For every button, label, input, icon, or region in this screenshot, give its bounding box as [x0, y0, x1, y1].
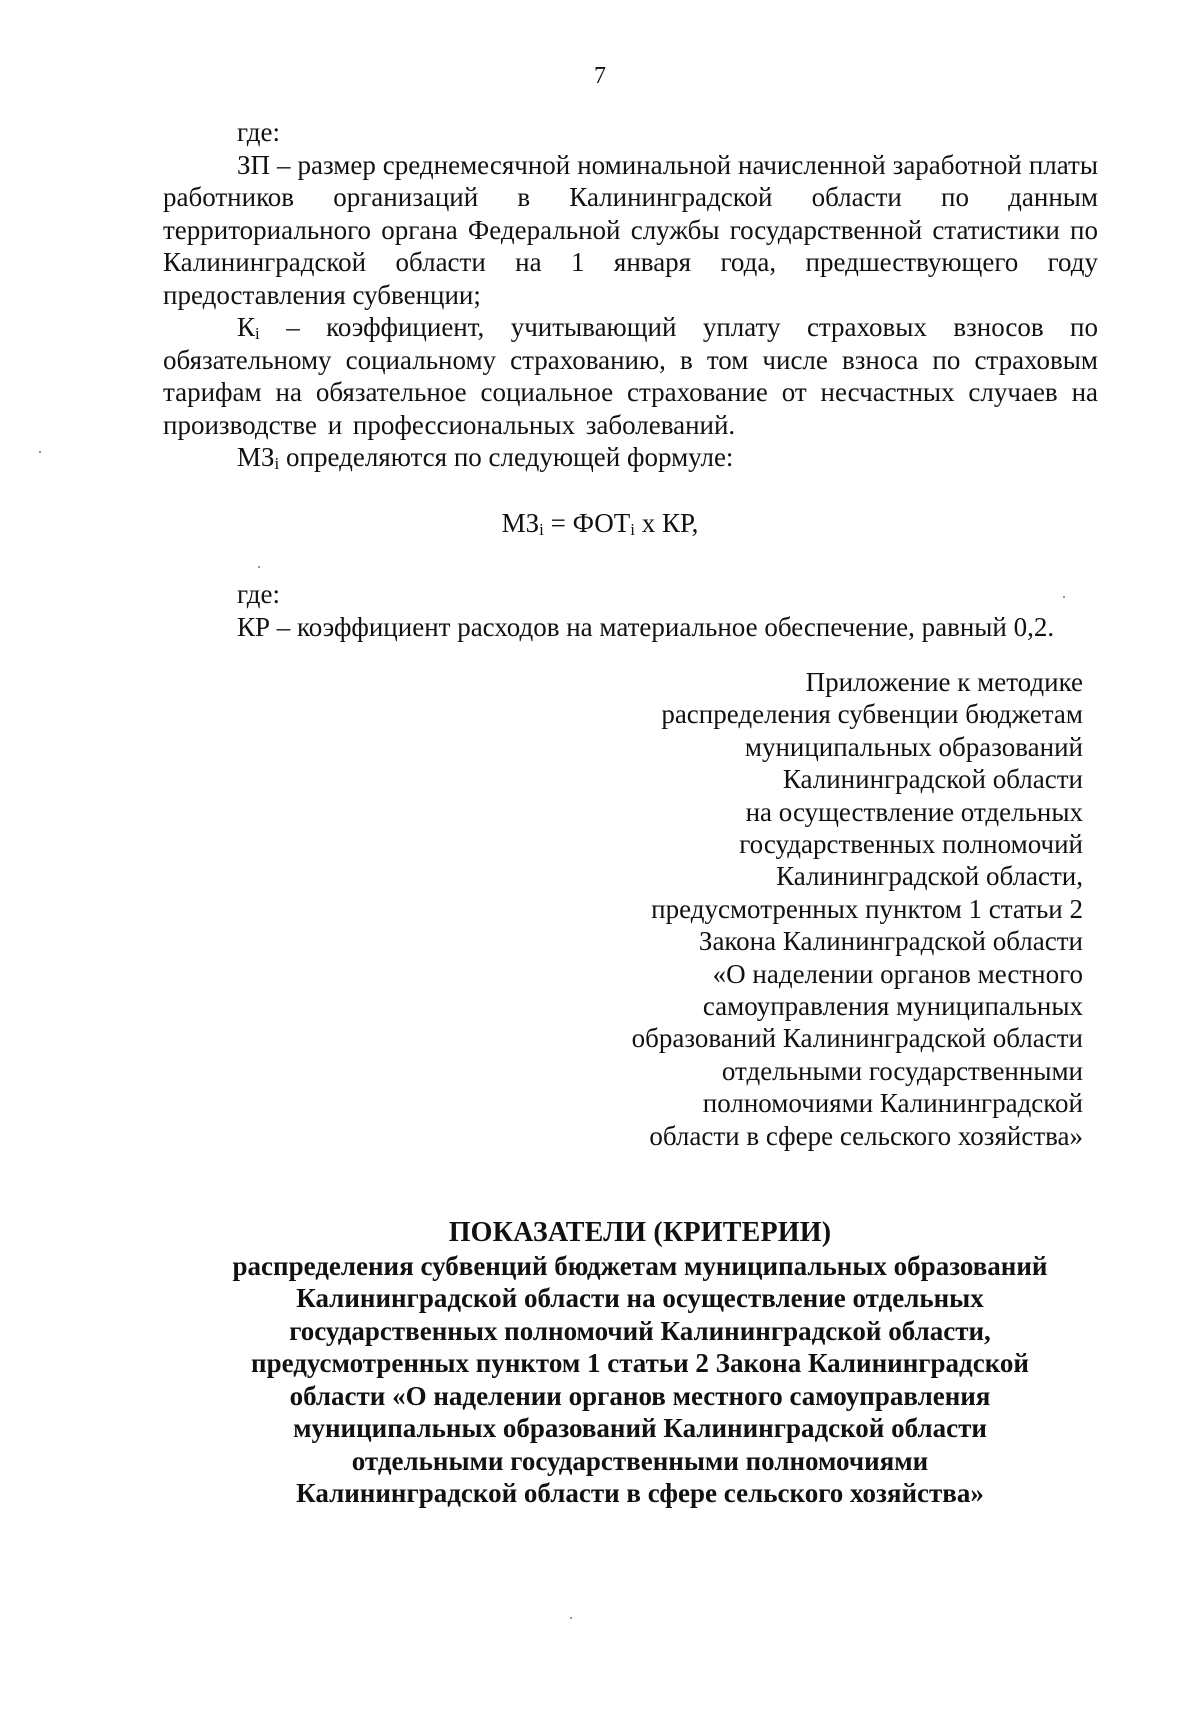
- mz-subscript: i: [274, 454, 280, 473]
- appendix-note: [560, 666, 1083, 1152]
- formula-mid-subscript: i: [630, 520, 635, 539]
- mz-text: определяются по следующей формуле:: [279, 442, 734, 472]
- page-number: 7: [594, 63, 606, 89]
- appendix-line: на осуществление отдельных: [745, 796, 1083, 827]
- formula-rhs: х КР,: [635, 508, 699, 538]
- appendix-line: образований Калининградской области: [631, 1023, 1083, 1054]
- heading-line: распределения субвенций бюджетам муниципальных образований: [232, 1250, 1048, 1281]
- appendix-line: Калининградской области,: [776, 861, 1083, 892]
- definitions-block: [163, 116, 1098, 474]
- mz-symbol: МЗ: [237, 442, 275, 472]
- heading-line: предусмотренных пунктом 1 статьи 2 Закона Калининградской: [251, 1348, 1029, 1378]
- heading-line: области «О наделении органов местного самоуправления: [289, 1380, 991, 1411]
- ki-text: – коэффициент, учитывающий уплату страховых взносов по обязательному социальному страхованию, в том числе взноса по страховым тарифам на обязательное социальное страхование от несчастных случаев на производстве и профессиональных заболеваний.: [163, 312, 1098, 440]
- scan-speck: [39, 451, 41, 453]
- appendix-line: Приложение к методике: [805, 667, 1083, 697]
- appendix-line: государственных полномочий: [739, 829, 1083, 860]
- appendix-line: распределения субвенции бюджетам: [661, 699, 1083, 730]
- criteria-heading: [180, 1217, 1100, 1510]
- heading-title: ПОКАЗАТЕЛИ (КРИТЕРИИ): [448, 1217, 832, 1248]
- kr-block: [163, 578, 1098, 643]
- scan-speck: [1063, 596, 1065, 598]
- scan-speck: [570, 1617, 572, 1619]
- ki-subscript: i: [255, 324, 260, 343]
- formula-lhs: МЗ: [501, 508, 540, 538]
- zp-definition: ЗП – размер среднемесячной номинальной начисленной заработной платы работников организаций в Калининградской области по данным территориального органа Федеральной службы государственной статистики по Калининградской области на 1 января года, предшествующего году предоставления субвенции;: [163, 149, 1098, 310]
- appendix-line: предусмотренных пунктом 1 статьи 2: [651, 893, 1083, 924]
- appendix-line: самоуправления муниципальных: [702, 991, 1083, 1022]
- ki-symbol: К: [237, 312, 256, 342]
- appendix-line: области в сфере сельского хозяйства»: [649, 1120, 1083, 1151]
- heading-line: отдельными государственными полномочиями: [351, 1445, 929, 1476]
- scan-speck: [258, 566, 260, 568]
- appendix-line: «О наделении органов местного: [712, 958, 1083, 989]
- where-label-2: где:: [237, 579, 280, 609]
- appendix-line: отдельными государственными: [721, 1055, 1083, 1086]
- appendix-line: Закона Калининградской области: [698, 926, 1083, 957]
- ki-definition: [163, 311, 1098, 441]
- kr-definition: КР – коэффициент расходов на материальное обеспечение, равный 0,2.: [237, 611, 1055, 642]
- where-label: где:: [237, 117, 280, 147]
- appendix-line: Калининградской области: [782, 764, 1083, 795]
- formula-mid: = ФОТ: [543, 508, 631, 538]
- heading-line: муниципальных образований Калининградской области: [293, 1413, 987, 1443]
- appendix-line: муниципальных образований: [744, 731, 1083, 762]
- heading-line: Калининградской области в сфере сельского хозяйства»: [296, 1478, 984, 1508]
- mz-formula: [0, 507, 1200, 539]
- heading-line: Калининградской области на осуществление отдельных: [296, 1283, 984, 1313]
- appendix-line: полномочиями Калининградской: [702, 1088, 1083, 1119]
- formula-lhs-subscript: i: [539, 520, 544, 539]
- mz-intro: [163, 441, 1098, 474]
- heading-line: государственных полномочий Калининградской области,: [289, 1315, 991, 1346]
